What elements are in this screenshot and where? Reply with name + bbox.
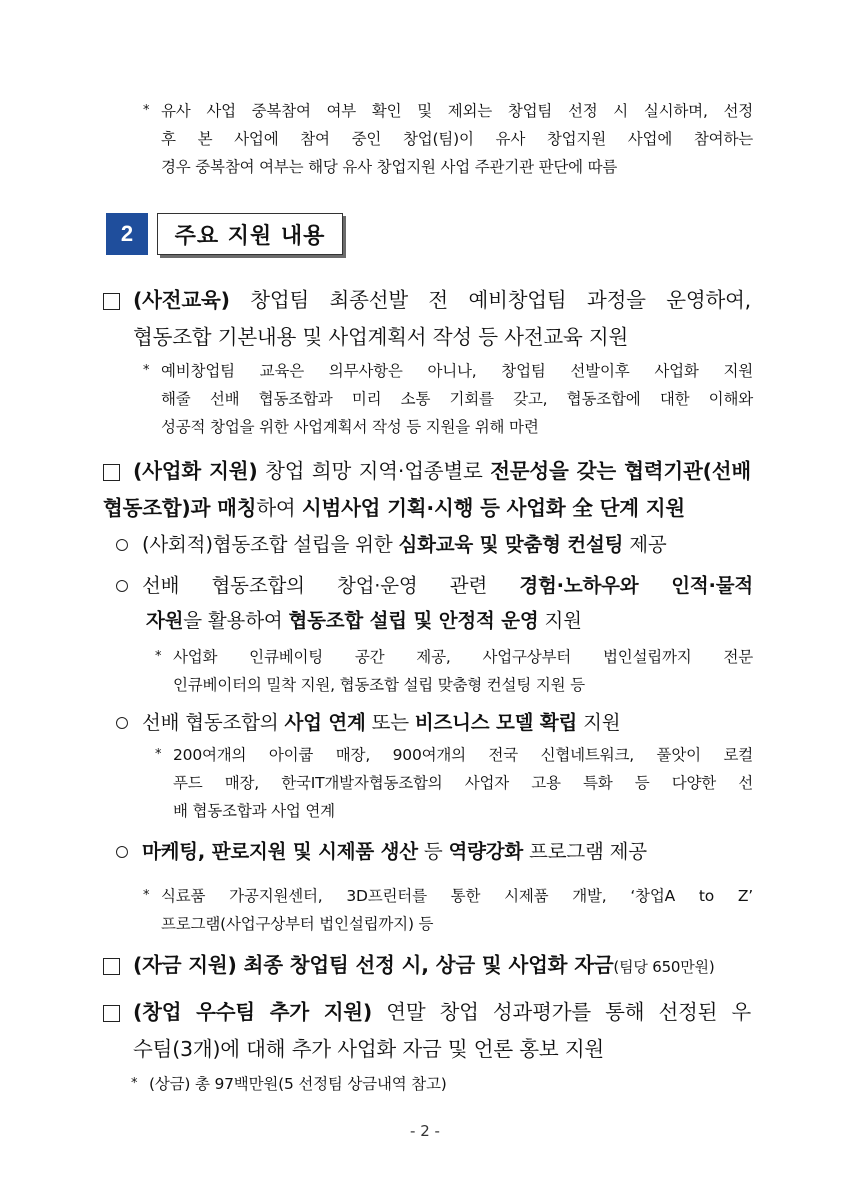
bold-text: 시범사업 기획·시행 등 사업화 全 단계 지원: [301, 496, 686, 520]
note-star: *: [143, 888, 150, 903]
bullet-text: 선배 협동조합의: [142, 711, 285, 734]
note-line: (상금) 총 97백만원(5 선정팀 상금내역 참고): [149, 1075, 447, 1093]
circle-bullet-icon: [116, 539, 128, 551]
note-star: *: [143, 363, 150, 378]
bullet-business-link: [116, 705, 753, 741]
note-line: 경우 중복참여 여부는 해당 유사 창업지원 사업 주관기관 판단에 따름: [161, 158, 618, 176]
note-duplicate-participation: [143, 97, 753, 183]
paragraph-text: 수팀(3개)에 대해 추가 사업화 자금 및 언론 홍보 지원: [133, 1037, 605, 1061]
bold-text: 협동조합)과 매칭: [103, 496, 257, 520]
note-prize: [131, 1070, 631, 1100]
bold-text: 심화교육 및 맞춤형 컨설팅: [398, 533, 624, 556]
note-star: *: [155, 747, 162, 762]
paragraph-text: 협동조합 기본내용 및 사업계획서 작성 등 사전교육 지원: [133, 325, 629, 349]
bullet-text: 선배 협동조합의 창업·운영 관련: [142, 574, 520, 597]
paragraph-text: 창업팀 최종선발 전 예비창업팀 과정을 운영하여,: [229, 288, 751, 312]
bullet-senior-resources: [116, 568, 753, 640]
paragraph-text: 창업 희망 지역·업종별로: [257, 459, 491, 483]
note-line: 200여개의 아이쿱 매장, 900여개의 전국 신협네트워크, 풀앗이 로컬: [173, 746, 753, 764]
checkbox-square-icon: [103, 1005, 120, 1022]
note-incubating: [155, 643, 753, 701]
paragraph-pre-education: [103, 282, 753, 358]
paragraph-text: 연말 창업 성과평가를 통해 선정된 우: [372, 1000, 751, 1024]
bullet-text: 또는: [365, 711, 415, 734]
note-line: 프로그램(사업구상부터 법인설립까지) 등: [161, 915, 434, 933]
note-line: 식료품 가공지원센터, 3D프린터를 통한 시제품 개발, ‘창업A to Z’: [161, 887, 753, 905]
bullet-capacity-building: [116, 834, 753, 870]
circle-bullet-icon: [116, 717, 128, 729]
note-line: 예비창업팀 교육은 의무사항은 아니나, 창업팀 선발이후 사업화 지원: [161, 362, 753, 380]
bullet-text: 등: [417, 840, 449, 863]
bold-label: (사업화 지원): [133, 459, 258, 483]
checkbox-square-icon: [103, 293, 120, 310]
paragraph-text: 하여: [256, 496, 302, 520]
checkbox-square-icon: [103, 958, 120, 975]
note-line: 성공적 창업을 위한 사업계획서 작성 등 지원을 위해 마련: [161, 418, 539, 436]
bold-text: 비즈니스 모델 확립: [414, 711, 578, 734]
bullet-text: 을 활용하여: [183, 609, 289, 632]
circle-bullet-icon: [116, 580, 128, 592]
bold-text: 마케팅, 판로지원 및 시제품 생산: [142, 840, 418, 863]
paragraph-funding: [103, 947, 753, 985]
note-pre-education: [143, 357, 753, 443]
bold-text: 자원: [146, 609, 184, 632]
note-line: 인큐베이터의 밀착 지원, 협동조합 설립 맞춤형 컨설팅 지원 등: [173, 676, 585, 694]
section-number-badge: 2: [106, 213, 148, 255]
note-line: 후 본 사업에 참여 중인 창업(팀)이 유사 창업지원 사업에 참여하는: [161, 130, 753, 148]
bold-text: 역량강화: [448, 840, 524, 863]
bold-text: 협동조합 설립 및 안정적 운영: [288, 609, 539, 632]
bullet-text: 지원: [577, 711, 621, 734]
bold-text: 전문성을 갖는 협력기관(선배: [490, 459, 751, 483]
paragraph-commercialization: [103, 453, 753, 529]
bold-text: 최종 창업팀 선정 시, 상금 및 사업화 자금: [236, 953, 614, 977]
note-star: *: [131, 1076, 138, 1091]
note-star: *: [143, 103, 150, 118]
circle-bullet-icon: [116, 846, 128, 858]
bold-label: (사전교육): [133, 288, 230, 312]
note-line: 배 협동조합과 사업 연계: [173, 802, 335, 820]
bullet-education-consulting: [116, 527, 753, 563]
bold-label: (자금 지원): [133, 953, 237, 977]
note-capacity-building: [143, 882, 753, 940]
bullet-text: 프로그램 제공: [523, 840, 647, 863]
bullet-text: 지원: [538, 609, 582, 632]
bold-text: 사업 연계: [284, 711, 366, 734]
note-business-link: [155, 741, 753, 827]
note-line: 해줄 선배 협동조합과 미리 소통 기회를 갖고, 협동조합에 대한 이해와: [161, 390, 753, 408]
funding-amount: (팀당 650만원): [613, 958, 715, 976]
bold-label: (창업 우수팀 추가 지원): [133, 1000, 373, 1024]
note-line: 사업화 인큐베이팅 공간 제공, 사업구상부터 법인설립까지 전문: [173, 648, 753, 666]
note-line: 푸드 매장, 한국IT개발자협동조합의 사업자 고용 특화 등 다양한 선: [173, 774, 753, 792]
paragraph-excellent-team: [103, 994, 753, 1070]
bullet-text: (사회적)협동조합 설립을 위한: [142, 533, 399, 556]
bold-text: 경험·노하우와 인적·물적: [519, 574, 754, 597]
note-line: 유사 사업 중복참여 여부 확인 및 제외는 창업팀 선정 시 실시하며, 선정: [161, 102, 753, 120]
bullet-text: 제공: [623, 533, 667, 556]
checkbox-square-icon: [103, 464, 120, 481]
note-star: *: [155, 649, 162, 664]
page-number: - 2 -: [410, 1122, 440, 1140]
section-title: 주요 지원 내용: [157, 213, 343, 255]
